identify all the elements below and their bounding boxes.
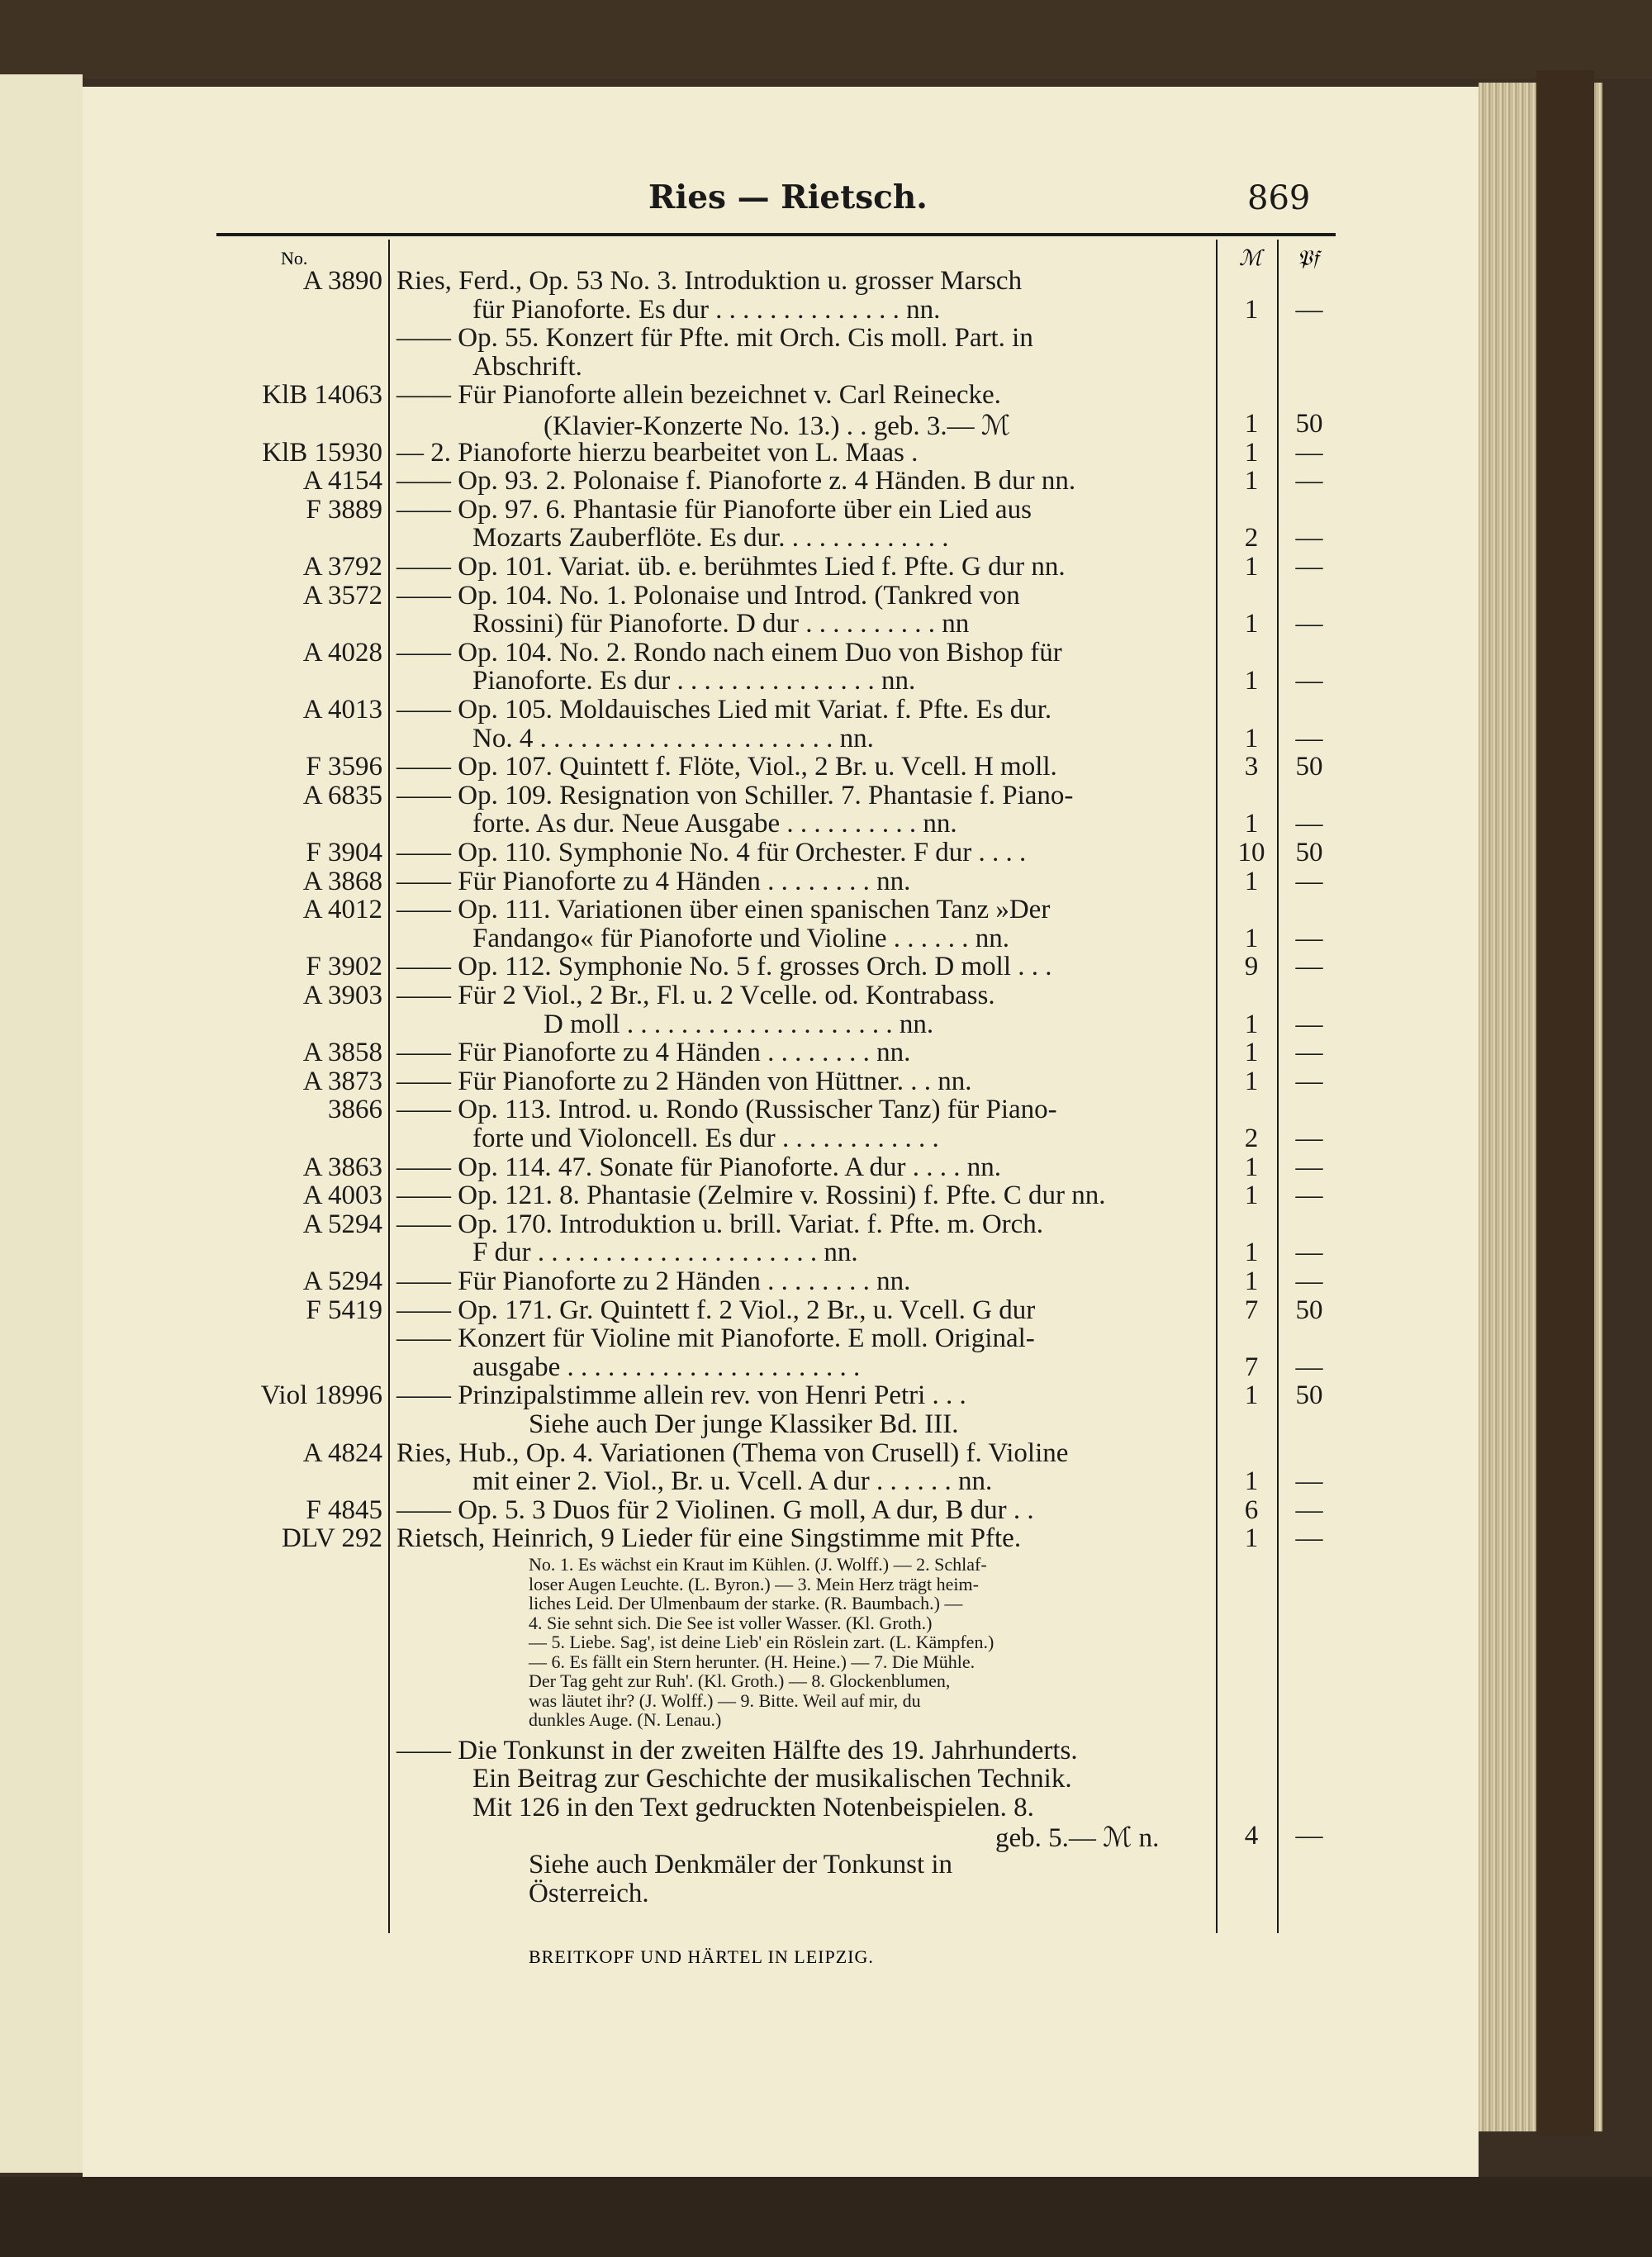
catalog-row: [0, 981, 1355, 1009]
catalog-row: [0, 380, 1355, 411]
catalog-row: [0, 1466, 1355, 1497]
price-mark: 1: [1244, 666, 1259, 696]
catalog-number: A 4028: [302, 637, 382, 668]
catalog-row: [0, 867, 1355, 895]
catalog-number: A 4003: [302, 1181, 382, 1211]
catalog-row: [0, 552, 1355, 580]
entry-text: — 2. Pianoforte hierzu bearbeitet von L. Maas .: [396, 437, 919, 468]
price-mark: 6: [1244, 1494, 1259, 1525]
price-mark: 1: [1244, 437, 1259, 468]
price-pf: —: [1295, 609, 1323, 639]
lieder-note-line: was läutet ihr? (J. Wolff.) — 9. Bitte. Weil auf mir, du: [529, 1689, 921, 1711]
catalog-number: A 3873: [302, 1066, 382, 1096]
catalog-number: A 3863: [302, 1152, 382, 1182]
entry-text: Siehe auch Der junge Klassiker Bd. III.: [529, 1409, 959, 1439]
catalog-number: A 3572: [302, 580, 382, 611]
lieder-note-line: — 6. Es fällt ein Stern herunter. (H. Heine.) — 7. Die Mühle.: [529, 1651, 976, 1672]
catalog-row: [0, 495, 1355, 523]
lieder-note-line: Der Tag geht zur Ruh'. (Kl. Groth.) — 8. Glockenblumen,: [529, 1670, 951, 1691]
price-pf: —: [1295, 1009, 1323, 1039]
entry-text: geb. 5.— ℳ n.: [995, 1823, 1160, 1854]
catalog-number: A 5294: [302, 1266, 382, 1296]
entry-text: —— Prinzipalstimme allein rev. von Henri Petri . . .: [396, 1380, 966, 1411]
price-mark: 9: [1244, 952, 1259, 982]
price-mark: 1: [1244, 723, 1259, 753]
price-pf: —: [1295, 1523, 1323, 1554]
entry-text: Pianoforte. Es dur . . . . . . . . . . . . . . . nn.: [472, 666, 916, 696]
catalog-row: [0, 666, 1355, 694]
entry-text: —— Die Tonkunst in der zweiten Hälfte des 19. Jahrhunderts.: [396, 1735, 1078, 1765]
entry-text: forte. As dur. Neue Ausgabe . . . . . . . . . . nn.: [472, 809, 957, 839]
entry-text: —— Konzert für Violine mit Pianoforte. E moll. Original-: [396, 1323, 1035, 1354]
price-pf: 50: [1295, 752, 1323, 782]
scan-background-bottom: [0, 2177, 1652, 2257]
catalog-row: [0, 581, 1355, 609]
price-mark: 2: [1244, 523, 1259, 554]
entry-text: —— Op. 111. Variationen über einen spanischen Tanz »Der: [396, 895, 1051, 925]
catalog-row: [0, 1095, 1355, 1123]
price-mark: 1: [1244, 1523, 1259, 1554]
catalog-row: [0, 1409, 1355, 1437]
price-mark: 4: [1244, 1821, 1259, 1851]
price-mark: 1: [1244, 923, 1259, 953]
entry-text: —— Für Pianoforte allein bezeichnet v. Carl Reinecke.: [396, 380, 1001, 411]
catalog-row: [0, 1295, 1355, 1323]
entry-text: —— Für Pianoforte zu 4 Händen . . . . . . . . nn.: [396, 866, 911, 896]
entry-text: —— Op. 114. 47. Sonate für Pianoforte. A dur . . . . nn.: [396, 1152, 1002, 1182]
entry-text: Mit 126 in den Text gedruckten Notenbeispielen. 8.: [472, 1792, 1034, 1822]
scan-background-top: [0, 0, 1652, 78]
price-mark: 1: [1244, 1238, 1259, 1268]
price-pf: —: [1295, 437, 1323, 468]
catalog-row: [0, 1010, 1355, 1038]
price-pf: —: [1295, 523, 1323, 554]
catalog-row: [0, 1380, 1355, 1409]
catalog-row: [0, 1266, 1355, 1295]
price-mark: 1: [1244, 1181, 1259, 1211]
entry-text: —— Op. 171. Gr. Quintett f. 2 Viol., 2 Br., u. Vcell. G dur: [396, 1295, 1036, 1325]
catalog-number: F 5419: [306, 1295, 382, 1325]
catalog-number: A 4824: [302, 1437, 382, 1468]
catalog-row: [0, 1124, 1355, 1152]
entry-text: Fandango« für Pianoforte und Violine . . . . . . nn.: [472, 923, 1009, 953]
price-pf: —: [1295, 1181, 1323, 1211]
price-mark: 1: [1244, 1038, 1259, 1068]
catalog-number: KlB 14063: [262, 380, 382, 411]
catalog-row: [0, 1152, 1355, 1181]
catalog-number: A 4154: [302, 466, 382, 497]
entry-text: mit einer 2. Viol., Br. u. Vcell. A dur . . . . . . nn.: [472, 1466, 993, 1497]
entry-text: (Klavier-Konzerte No. 13.) . . geb. 3.— ℳ: [544, 411, 1011, 441]
catalog-number: F 3596: [306, 752, 382, 782]
catalog-row: [0, 895, 1355, 923]
price-mark: 1: [1244, 1466, 1259, 1497]
price-pf: —: [1295, 923, 1323, 953]
entry-text: Rietsch, Heinrich, 9 Lieder für eine Singstimme mit Pfte.: [396, 1523, 1022, 1554]
catalog-number: A 6835: [302, 780, 382, 810]
lieder-note-line: — 5. Liebe. Sag', ist deine Lieb' ein Röslein zart. (L. Kämpfen.): [529, 1632, 995, 1652]
entry-text: —— Op. 93. 2. Polonaise f. Pianoforte z. 4 Händen. B dur nn.: [396, 466, 1076, 497]
price-pf: —: [1295, 466, 1323, 497]
entry-text: —— Für 2 Viol., 2 Br., Fl. u. 2 Vcelle. od. Kontrabass.: [396, 981, 995, 1010]
price-mark: 7: [1244, 1295, 1259, 1325]
catalog-number: KlB 15930: [262, 437, 382, 468]
catalog-row: [0, 1523, 1355, 1554]
page-number: 869: [1247, 179, 1311, 217]
catalog-number: F 3904: [306, 838, 382, 867]
entry-text: Ries, Ferd., Op. 53 No. 3. Introduktion u. grosser Marsch: [396, 266, 1023, 296]
catalog-number: A 3868: [302, 866, 382, 896]
price-pf: —: [1295, 1038, 1323, 1068]
lieder-note-line: loser Augen Leuchte. (L. Byron.) — 3. Mein Herz trägt heim-: [529, 1573, 979, 1594]
price-mark: 3: [1244, 752, 1259, 782]
catalog-row: [0, 1238, 1355, 1266]
price-mark: 1: [1244, 294, 1259, 325]
entry-text: Rossini) für Pianoforte. D dur . . . . . . . . . . nn: [472, 609, 970, 639]
catalog-row: [0, 724, 1355, 752]
catalog-row: [0, 952, 1355, 980]
catalog-number: F 4845: [306, 1494, 382, 1525]
catalog-row: [0, 466, 1355, 497]
price-pf: —: [1295, 723, 1323, 753]
catalog-row: [0, 1038, 1355, 1066]
catalog-row: [0, 1209, 1355, 1238]
catalog-row: [0, 781, 1355, 809]
catalog-row: [0, 809, 1355, 837]
column-header-pf: 𝔓𝔣: [1297, 246, 1319, 270]
entry-text: Mozarts Zauberflöte. Es dur. . . . . . . . . . . . .: [472, 523, 949, 554]
price-mark: 1: [1244, 1066, 1259, 1096]
book-cover-edge: [1536, 70, 1594, 2136]
price-mark: 10: [1237, 838, 1265, 867]
catalog-row: [0, 295, 1355, 323]
catalog-row: [0, 352, 1355, 380]
catalog-row: [0, 838, 1355, 866]
catalog-row: [0, 695, 1355, 723]
price-mark: 2: [1244, 1124, 1259, 1153]
running-header: Ries — Rietsch.: [648, 178, 928, 216]
catalog-row: [0, 1850, 1355, 1878]
entry-text: —— Für Pianoforte zu 4 Händen . . . . . . . . nn.: [396, 1038, 911, 1068]
entry-text: Abschrift.: [472, 351, 582, 382]
catalog-number: A 5294: [302, 1209, 382, 1239]
price-mark: 1: [1244, 409, 1259, 439]
catalog-row: [0, 1821, 1355, 1854]
catalog-row: [0, 266, 1355, 294]
entry-text: —— Op. 55. Konzert für Pfte. mit Orch. Cis moll. Part. in: [396, 323, 1033, 354]
entry-text: Österreich.: [529, 1878, 649, 1908]
entry-text: Ries, Hub., Op. 4. Variationen (Thema von Crusell) f. Violine: [396, 1437, 1069, 1468]
price-pf: —: [1295, 552, 1323, 582]
entry-text: —— Op. 104. No. 2. Rondo nach einem Duo von Bishop für: [396, 637, 1062, 668]
entry-text: —— Op. 5. 3 Duos für 2 Violinen. G moll, A dur, B dur . .: [396, 1494, 1034, 1525]
catalog-number: Viol 18996: [260, 1380, 382, 1411]
entry-text: für Pianoforte. Es dur . . . . . . . . . . . . . . nn.: [472, 294, 941, 325]
entry-text: —— Op. 109. Resignation von Schiller. 7. Phantasie f. Piano-: [396, 780, 1074, 810]
price-pf: 50: [1295, 409, 1323, 439]
price-mark: 1: [1244, 1009, 1259, 1039]
entry-text: —— Op. 110. Symphonie No. 4 für Orchester. F dur . . . .: [396, 838, 1027, 867]
price-pf: —: [1295, 1238, 1323, 1268]
price-mark: 1: [1244, 1380, 1259, 1411]
catalog-row: [0, 1181, 1355, 1209]
entry-text: —— Op. 104. No. 1. Polonaise und Introd. (Tankred von: [396, 580, 1020, 611]
catalog-row: [0, 1438, 1355, 1466]
price-pf: —: [1295, 1494, 1323, 1525]
catalog-row: [0, 1495, 1355, 1523]
price-pf: —: [1295, 1821, 1323, 1851]
lieder-note-line: 4. Sie sehnt sich. Die See ist voller Wasser. (Kl. Groth.): [529, 1612, 933, 1633]
price-mark: 1: [1244, 1152, 1259, 1182]
entry-text: —— Für Pianoforte zu 2 Händen von Hüttner. . . nn.: [396, 1066, 972, 1096]
catalog-row: [0, 1764, 1355, 1792]
catalog-number: A 3792: [302, 552, 382, 582]
entry-text: —— Op. 105. Moldauisches Lied mit Variat. f. Pfte. Es dur.: [396, 695, 1052, 725]
catalog-row: [0, 409, 1355, 441]
entry-text: —— Op. 121. 8. Phantasie (Zelmire v. Rossini) f. Pfte. C dur nn.: [396, 1181, 1106, 1211]
price-pf: —: [1295, 294, 1323, 325]
entry-text: F dur . . . . . . . . . . . . . . . . . . . . . nn.: [472, 1238, 858, 1268]
catalog-row: [0, 523, 1355, 554]
price-pf: —: [1295, 666, 1323, 696]
price-mark: 1: [1244, 466, 1259, 497]
price-pf: —: [1295, 809, 1323, 839]
catalog-number: A 3858: [302, 1038, 382, 1068]
column-header-no: No.: [281, 248, 308, 268]
catalog-row: [0, 1736, 1355, 1764]
lieder-note-line: dunkles Auge. (N. Lenau.): [529, 1709, 722, 1730]
catalog-number: DLV 292: [282, 1523, 382, 1554]
price-pf: —: [1295, 1124, 1323, 1153]
price-pf: —: [1295, 1466, 1323, 1497]
publisher-footer: BREITKOPF UND HÄRTEL IN LEIPZIG.: [529, 1946, 874, 1967]
entry-text: —— Op. 112. Symphonie No. 5 f. grosses Orch. D moll . . .: [396, 952, 1052, 982]
entry-text: No. 4 . . . . . . . . . . . . . . . . . . . . . . nn.: [472, 723, 874, 753]
catalog-row: [0, 1352, 1355, 1380]
price-mark: 1: [1244, 866, 1259, 896]
entry-text: —— Für Pianoforte zu 2 Händen . . . . . . . . nn.: [396, 1266, 911, 1296]
entry-text: —— Op. 113. Introd. u. Rondo (Russischer Tanz) für Piano-: [396, 1095, 1057, 1125]
entry-text: Siehe auch Denkmäler der Tonkunst in: [529, 1849, 953, 1879]
lieder-note-line: liches Leid. Der Ulmenbaum der starke. (R. Baumbach.) —: [529, 1593, 963, 1613]
lieder-note-line: No. 1. Es wächst ein Kraut im Kühlen. (J. Wolff.) — 2. Schlaf-: [529, 1554, 987, 1575]
catalog-number: A 4013: [302, 695, 382, 725]
catalog-row: [0, 1879, 1355, 1907]
price-pf: —: [1295, 1152, 1323, 1182]
entry-text: —— Op. 101. Variat. üb. e. berühmtes Lied f. Pfte. G dur nn.: [396, 552, 1066, 582]
price-pf: 50: [1295, 1295, 1323, 1325]
entry-text: —— Op. 170. Introduktion u. brill. Variat. f. Pfte. m. Orch.: [396, 1209, 1044, 1239]
entry-text: D moll . . . . . . . . . . . . . . . . . . . . nn.: [544, 1009, 934, 1039]
catalog-number: A 3903: [302, 981, 382, 1010]
catalog-row: [0, 638, 1355, 666]
catalog-row: [0, 1067, 1355, 1095]
entry-text: Ein Beitrag zur Geschichte der musikalischen Technik.: [472, 1764, 1072, 1794]
column-header-mark: ℳ: [1239, 246, 1262, 270]
catalog-row: [0, 1323, 1355, 1352]
price-pf: —: [1295, 952, 1323, 982]
price-pf: —: [1295, 1266, 1323, 1296]
price-mark: 1: [1244, 809, 1259, 839]
entry-text: forte und Violoncell. Es dur . . . . . . . . . . . .: [472, 1124, 939, 1153]
price-pf: 50: [1295, 1380, 1323, 1411]
price-pf: —: [1295, 1352, 1323, 1382]
price-mark: 1: [1244, 609, 1259, 639]
entry-text: —— Op. 107. Quintett f. Flöte, Viol., 2 Br. u. Vcell. H moll.: [396, 752, 1057, 782]
catalog-row: [0, 752, 1355, 780]
catalog-number: 3866: [328, 1095, 382, 1125]
catalog-row: [0, 438, 1355, 466]
catalog-row: [0, 609, 1355, 637]
catalog-number: A 3890: [302, 266, 382, 296]
price-pf: —: [1295, 866, 1323, 896]
catalog-row: [0, 323, 1355, 354]
entry-text: —— Op. 97. 6. Phantasie für Pianoforte über ein Lied aus: [396, 494, 1032, 525]
catalog-number: F 3902: [306, 952, 382, 982]
catalog-row: [0, 924, 1355, 952]
catalog-number: F 3889: [306, 494, 382, 525]
header-rule: [216, 233, 1336, 236]
price-mark: 1: [1244, 1266, 1259, 1296]
catalog-row: [0, 1793, 1355, 1821]
price-pf: 50: [1295, 838, 1323, 867]
price-mark: 1: [1244, 552, 1259, 582]
price-mark: 7: [1244, 1352, 1259, 1382]
catalog-number: A 4012: [302, 895, 382, 925]
price-pf: —: [1295, 1066, 1323, 1096]
entry-text: ausgabe . . . . . . . . . . . . . . . . . . . . . .: [472, 1352, 861, 1382]
